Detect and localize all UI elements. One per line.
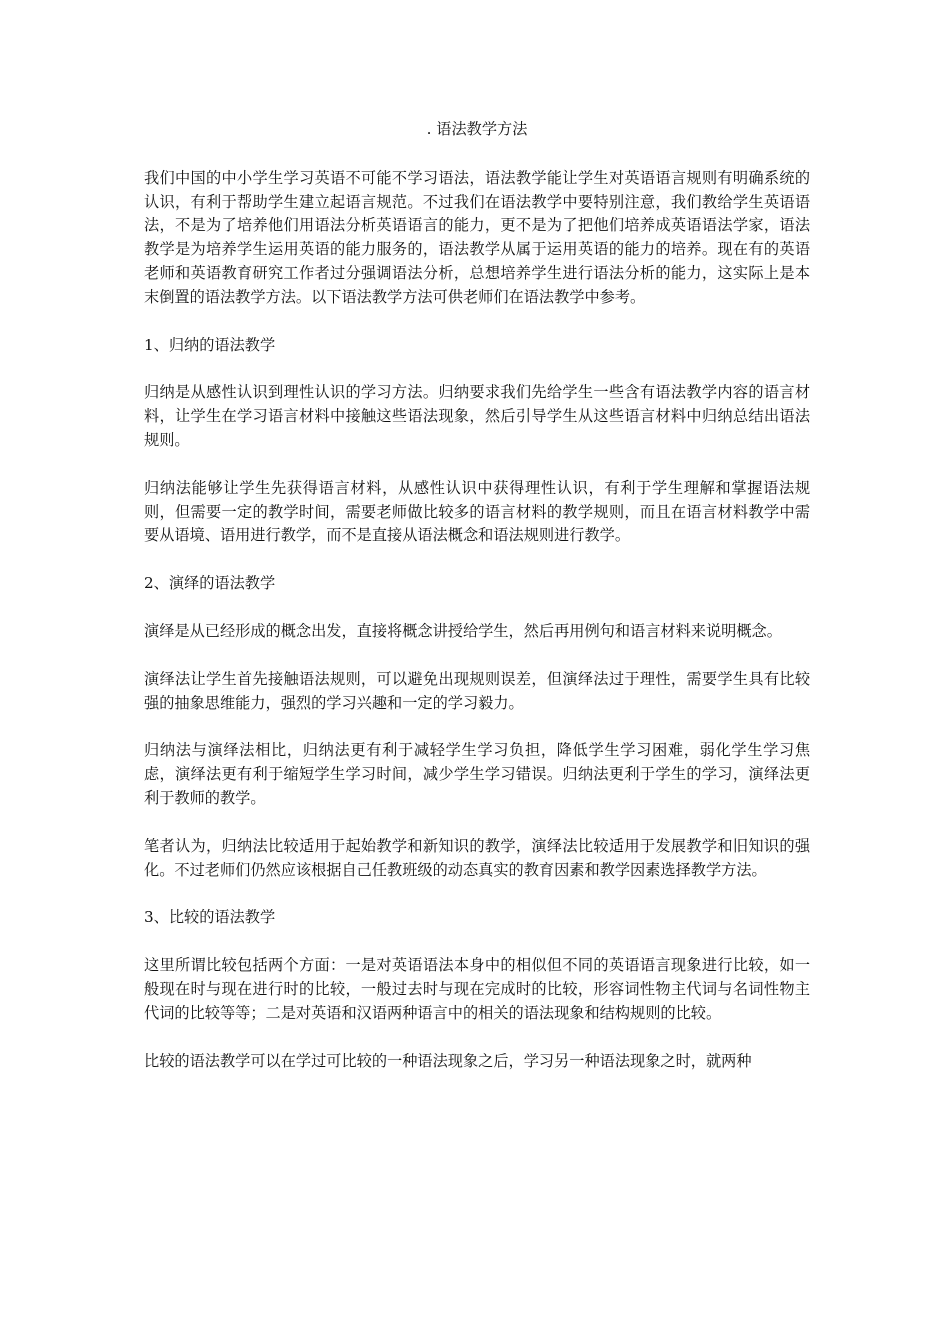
section-heading-deductive: 2、演绎的语法教学 bbox=[144, 574, 276, 593]
deductive-paragraph-1: 演绎是从已经形成的概念出发，直接将概念讲授给学生，然后再用例句和语言材料来说明概念。 bbox=[144, 621, 782, 640]
inductive-paragraph-1: 归纳是从感性认识到理性认识的学习方法。归纳要求我们先给学生一些含有语法教学内容的语言材料，让学生在学习语言材料中接触这些语法现象，然后引导学生从这些语言材料中归纳总结出语法规则。 bbox=[144, 383, 810, 449]
author-opinion-paragraph: 笔者认为，归纳法比较适用于起始教学和新知识的教学，演绎法比较适用于发展教学和旧知识的强化。不过老师们仍然应该根据自己任教班级的动态真实的教育因素和教学因素选择教学方法。 bbox=[144, 836, 810, 879]
deductive-paragraph-2: 演绎法让学生首先接触语法规则，可以避免出现规则误差，但演绎法过于理性，需要学生具有比较强的抽象思维能力，强烈的学习兴趣和一定的学习毅力。 bbox=[144, 669, 810, 712]
document-title: . 语法教学方法 bbox=[426, 120, 528, 138]
comparative-paragraph-2: 比较的语法教学可以在学过可比较的一种语法现象之后，学习另一种语法现象之时，就两种 bbox=[144, 1051, 752, 1070]
document-page bbox=[144, 118, 810, 1097]
inductive-paragraph-2: 归纳法能够让学生先获得语言材料，从感性认识中获得理性认识，有利于学生理解和掌握语法规则，但需要一定的教学时间，需要老师做比较多的语言材料的教学规则，而且在语言材料教学中需要从语境、语用进行教学，而不是直接从语法概念和语法规则进行教学。 bbox=[144, 478, 810, 545]
comparative-paragraph-1: 这里所谓比较包括两个方面：一是对英语语法本身中的相似但不同的英语语言现象进行比较，如一般现在时与现在进行时的比较，一般过去时与现在完成时的比较，形容词性物主代词与名词性物主代词的比较等等；二是对英语和汉语两种语言中的相关的语法现象和结构规则的比较。 bbox=[144, 956, 810, 1022]
intro-paragraph: 我们中国的中小学生学习英语不可能不学习语法，语法教学能让学生对英语语言规则有明确系统的认识，有利于帮助学生建立起语言规范。不过我们在语法教学中要特别注意，我们教给学生英语语法，不是为了培养他们用语法分析英语语言的能力，更不是为了把他们培养成英语语法学家，语法教学是为培养学生运用英语的能力服务的，语法教学从属于运用英语的能力的培养。现在有的英语老师和英语教育研究工作者过分强调语法分析，总想培养学生进行语法分析的能力，这实际上是本末倒置的语法教学方法。以下语法教学方法可供老师们在语法教学中参考。 bbox=[144, 168, 810, 306]
comparison-paragraph: 归纳法与演绎法相比，归纳法更有利于减轻学生学习负担，降低学生学习困难，弱化学生学习焦虑，演绎法更有利于缩短学生学习时间，减少学生学习错误。归纳法更利于学生的学习，演绎法更利于教师的教学。 bbox=[144, 741, 810, 807]
section-heading-comparative: 3、比较的语法教学 bbox=[144, 908, 276, 927]
section-heading-inductive: 1、归纳的语法教学 bbox=[144, 335, 276, 354]
